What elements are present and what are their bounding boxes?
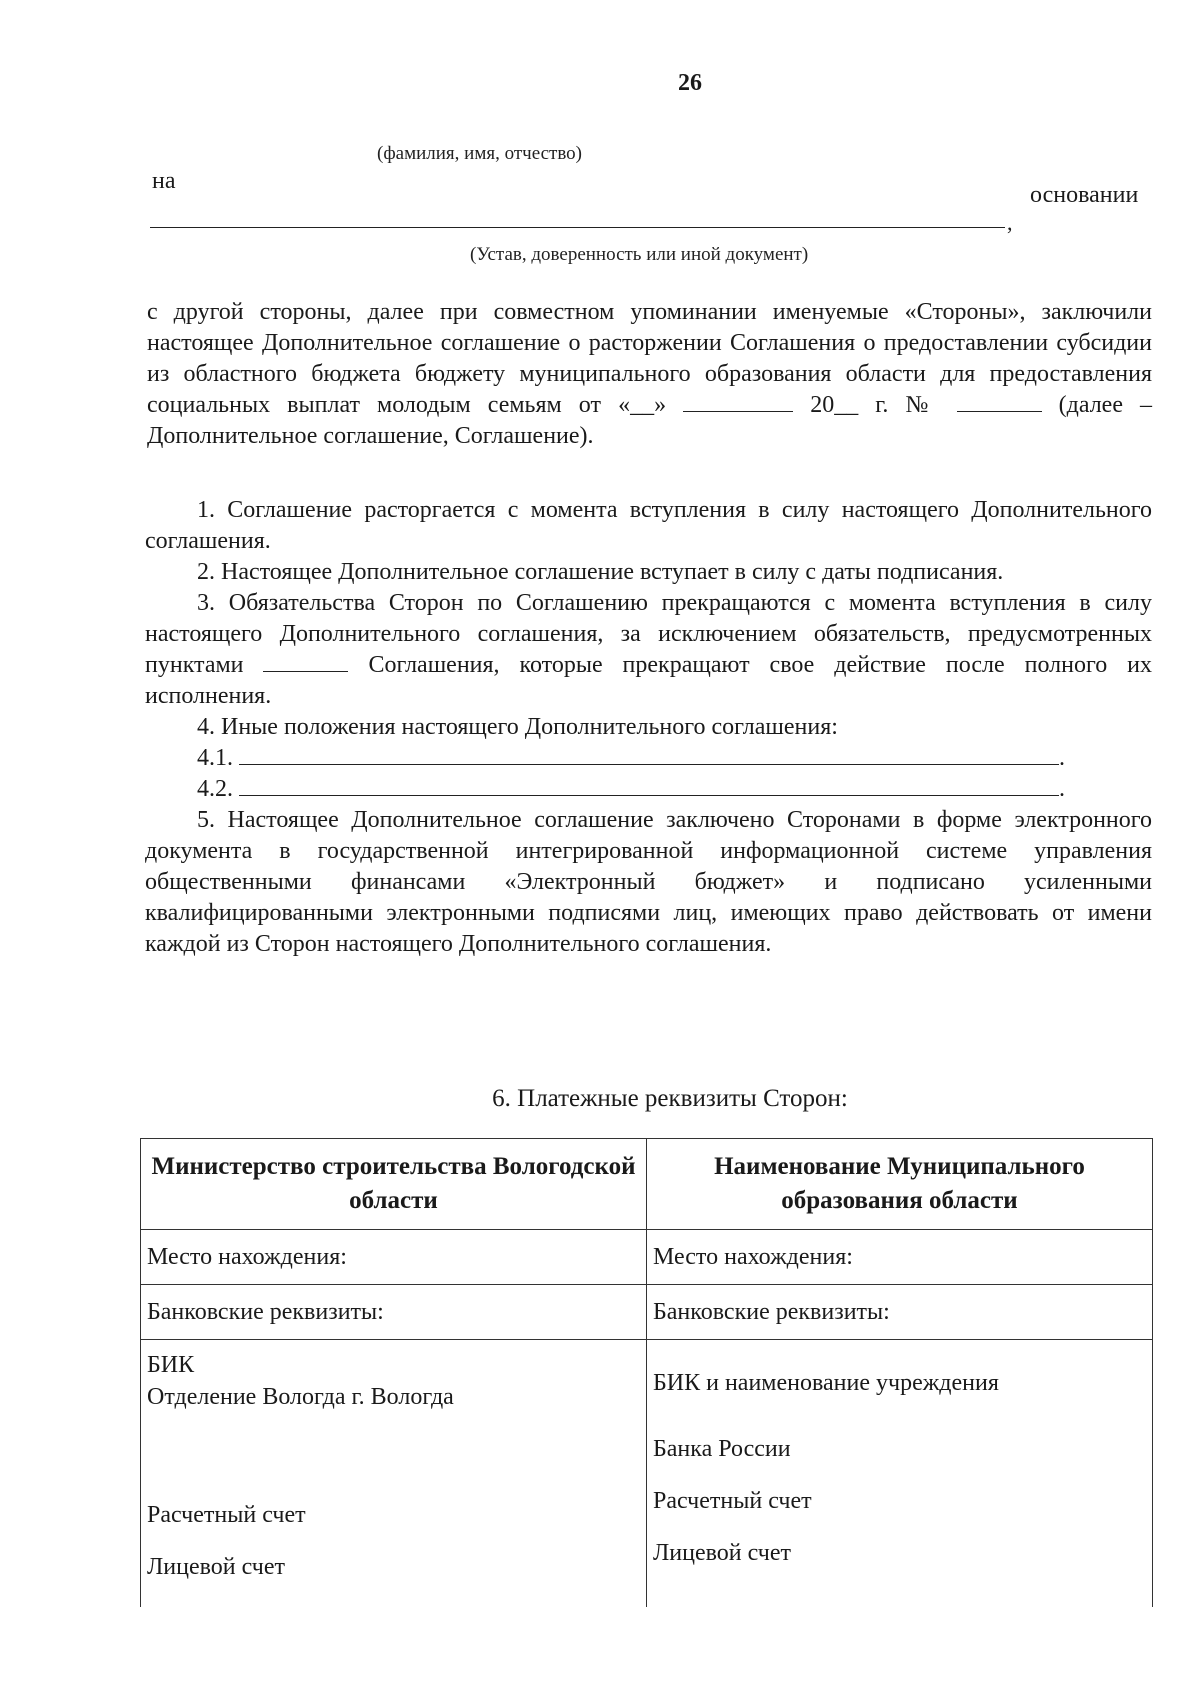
requisites-table: [140, 1138, 1153, 1607]
date-number-label: г. №: [875, 392, 940, 418]
left-account: Расчетный счет: [147, 1502, 306, 1528]
clause-4: 4. Иные положения настоящего Дополнительного соглашения:: [197, 714, 838, 740]
intro-text: с другой стороны, далее при совместном упоминании именуемые «Стороны», заключили настоящее Дополнительное соглашение о расторжении Соглашения о предоставлении субсидии из областного бюджета бюджету муниципального образования области для предоставления социальных выплат молодым семьям от: [147, 299, 1152, 418]
clause-1: 1. Соглашение расторгается с момента вступления в силу настоящего Дополнительного соглашения.: [145, 497, 1152, 554]
document-blank-line: [150, 227, 1005, 228]
right-account: Расчетный счет: [653, 1488, 812, 1514]
clause-4-1: [145, 743, 1152, 774]
clauses-block: [145, 495, 1152, 960]
page-number: 26: [678, 70, 702, 96]
table-row: [141, 1230, 1153, 1285]
table-row: [141, 1285, 1153, 1340]
intro-paragraph: [147, 297, 1152, 452]
intro-tail: (далее – Дополнительное соглашение, Соглашение).: [147, 392, 1153, 449]
right-party-header: Наименование Муниципального образования области: [647, 1139, 1153, 1230]
clause-4-1-blank: [239, 746, 1059, 765]
right-personal-account: Лицевой счет: [653, 1540, 792, 1566]
right-bank-details: Банковские реквизиты:: [647, 1285, 1153, 1340]
date-day: «__»: [618, 392, 667, 418]
left-details-cell: [141, 1340, 647, 1608]
right-bik: БИК и наименование учреждения: [653, 1370, 999, 1396]
left-party-header: Министерство строительства Вологодской области: [141, 1139, 647, 1230]
clause-4-2-dot: .: [1059, 776, 1065, 802]
clause-4-2-blank: [239, 777, 1059, 796]
number-blank: [957, 393, 1042, 412]
date-year: 20__: [810, 392, 859, 418]
left-personal-account: Лицевой счет: [147, 1554, 286, 1580]
date-month-blank: [683, 393, 793, 412]
left-location: Место нахождения:: [141, 1230, 647, 1285]
left-branch: Отделение Вологда г. Вологда: [147, 1384, 454, 1410]
requisites-title: 6. Платежные реквизиты Сторон:: [492, 1085, 848, 1112]
left-bank-details: Банковские реквизиты:: [141, 1285, 647, 1340]
table-row: [141, 1340, 1153, 1608]
caption-fio: (фамилия, имя, отчество): [377, 143, 583, 164]
clause-3: [145, 588, 1152, 712]
clause-4-2-label: 4.2.: [197, 776, 233, 802]
word-na: на: [152, 168, 176, 194]
right-bank-of-russia: Банка России: [653, 1436, 791, 1462]
right-details-cell: [647, 1340, 1153, 1608]
right-location: Место нахождения:: [647, 1230, 1153, 1285]
table-row: [141, 1139, 1153, 1230]
clause-4-2: [145, 774, 1152, 805]
comma: ,: [1007, 210, 1013, 235]
clause-4-1-dot: .: [1059, 745, 1065, 771]
clause-3-blank: [263, 653, 348, 672]
clause-3-tail: Соглашения, которые прекращают свое действие после полного их исполнения.: [145, 652, 1153, 709]
word-osnovanii: основании: [1030, 182, 1139, 208]
clause-5: 5. Настоящее Дополнительное соглашение заключено Сторонами в форме электронного документа в государственной интегрированной информационной системе управления общественными финансами «Электронный бюджет» и подписано усиленными квалифицированными электронными подписями лиц, имеющих право действовать от имени каждой из Сторон настоящего Дополнительного соглашения.: [145, 807, 1152, 957]
clause-3-text: 3. Обязательства Сторон по Соглашению прекращаются с момента вступления в силу настоящего Дополнительного соглашения, за исключением обязательств, предусмотренных пунктами: [145, 590, 1152, 678]
caption-document: (Устав, доверенность или иной документ): [470, 244, 809, 265]
left-bik: БИК: [147, 1352, 195, 1378]
clause-4-1-label: 4.1.: [197, 745, 233, 771]
clause-2: 2. Настоящее Дополнительное соглашение вступает в силу с даты подписания.: [197, 559, 1004, 585]
